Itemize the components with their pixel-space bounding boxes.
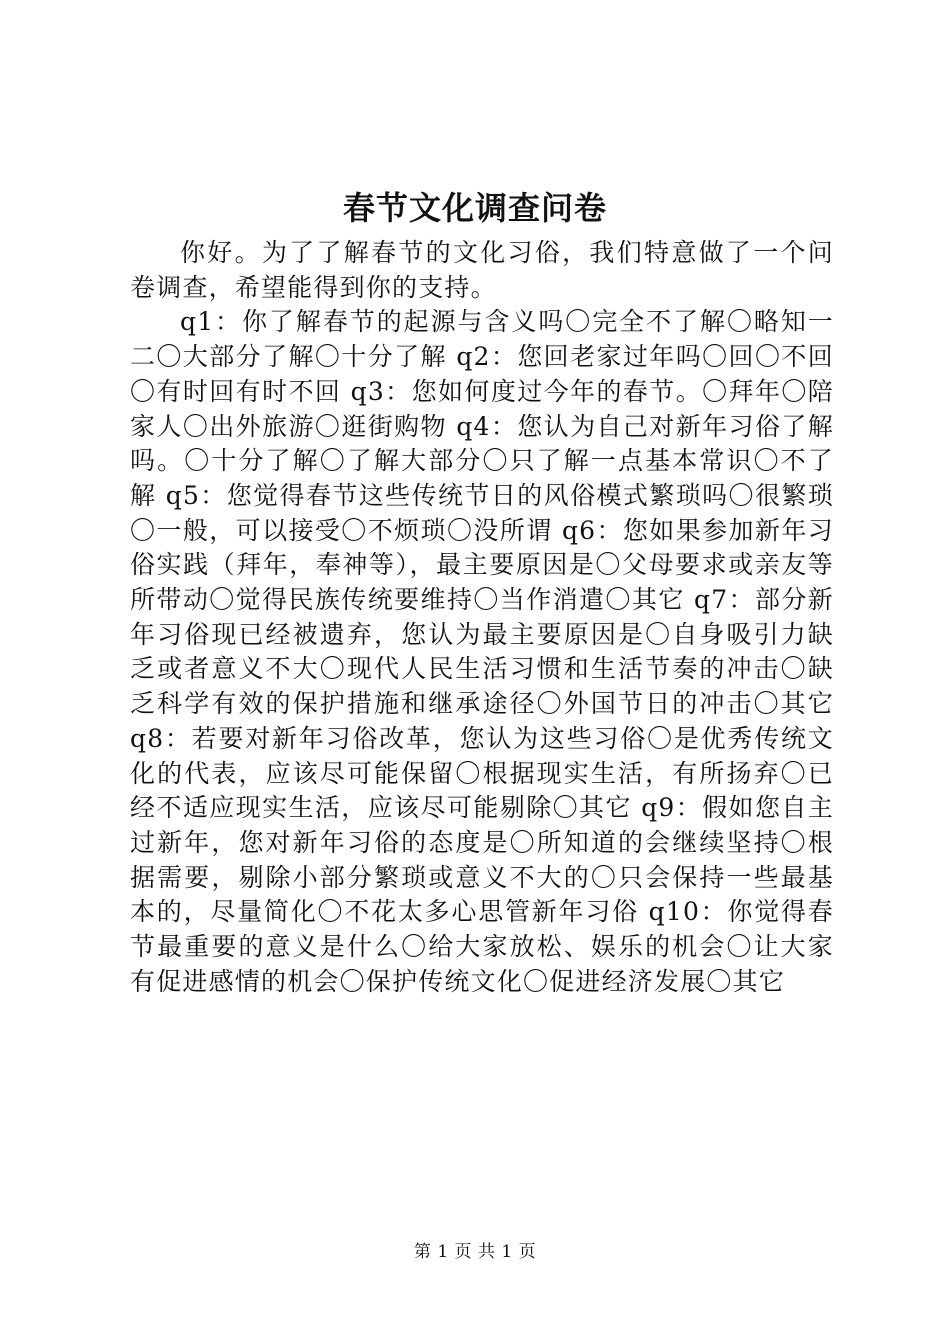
page-number-footer: 第 1 页 共 1 页: [413, 1242, 537, 1262]
document-body: [130, 236, 834, 999]
intro-paragraph: 你好。为了了解春节的文化习俗，我们特意做了一个问卷调查，希望能得到你的支持。: [130, 238, 834, 302]
document-title: 春节文化调查问卷: [342, 189, 607, 227]
questions-paragraph: q1：你了解春节的起源与含义吗〇完全不了解〇略知一二〇大部分了解〇十分了解 q2：您回老家过年吗〇回〇不回〇有时回有时不回 q3：您如何度过今年的春节。〇拜年〇陪家人〇出外旅游〇逛街购物 q4：您认为自己对新年习俗了解吗。〇十分了解〇了解大部分〇只了解一点基本常识〇不了解 q5：您觉得春节这些传统节日的风俗模式繁琐吗〇很繁琐〇一般，可以接受〇不烦琐〇没所谓 q6：您如果参加新年习俗实践（拜年，奉神等），最主要原因是〇父母要求或亲友等所带动〇觉得民族传统要维持〇当作消遣〇其它 q7：部分新年习俗现已经被遗弃，您认为最主要原因是〇自身吸引力缺乏或者意义不大〇现代人民生活习惯和生活节奏的冲击〇缺乏科学有效的保护措施和继承途径〇外国节日的冲击〇其它 q8：若要对新年习俗改革，您认为这些习俗〇是优秀传统文化的代表，应该尽可能保留〇根据现实生活，有所扬弃〇已经不适应现实生活，应该尽可能剔除〇其它 q9：假如您自主过新年，您对新年习俗的态度是〇所知道的会继续坚持〇根据需要，剔除小部分繁琐或意义不大的〇只会保持一些最基本的，尽量简化〇不花太多心思管新年习俗 q10：你觉得春节最重要的意义是什么〇给大家放松、娱乐的机会〇让大家有促进感情的机会〇保护传统文化〇促进经济发展〇其它: [130, 307, 834, 996]
